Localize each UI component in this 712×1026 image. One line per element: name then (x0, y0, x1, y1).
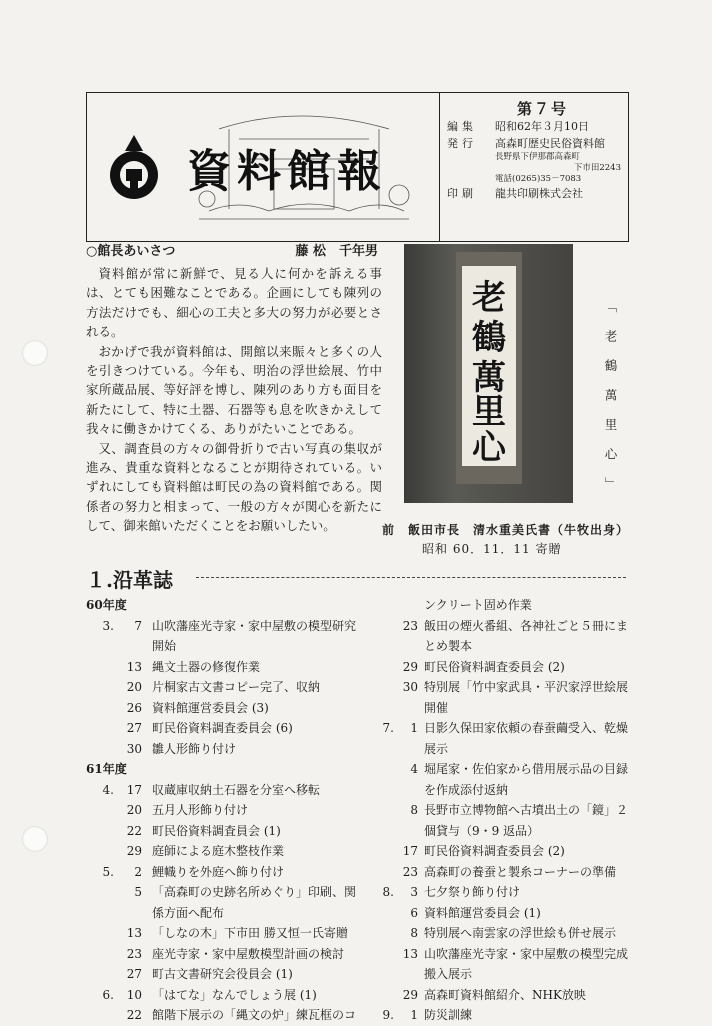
info-key: 印刷 (447, 187, 477, 200)
list-item (86, 821, 386, 842)
list-item (378, 677, 638, 698)
scroll-glyph: 里 (472, 392, 506, 432)
entry-day: 4 (410, 762, 418, 776)
greeting-paragraph: 資料館が常に新鮮で、見る人に何かを訴える事は、とても困難なことである。企画にしても陳列の方法だけでも、細心の工夫と多大の努力が必要とされる。 (86, 266, 382, 340)
scroll-glyph: 萬 (472, 358, 506, 398)
entry-text: 庭師による庭木整枝作業 (152, 844, 285, 858)
issue-number: 第７号 (517, 100, 569, 118)
entry-month (86, 964, 114, 985)
entry-text: 日影久保田家依頼の春蚕繭受入、乾燥 (424, 721, 629, 735)
info-value: 昭和62年３月10日 (495, 120, 589, 133)
entry-text: 七夕祭り飾り付け (424, 885, 521, 899)
entry-day: 1 (410, 721, 418, 735)
list-item (86, 923, 386, 944)
entry-day: 1 (410, 1008, 418, 1022)
fiscal-year-heading: 61年度 (86, 762, 127, 776)
list-item-continuation: 搬入展示 (424, 967, 473, 981)
list-item (86, 800, 386, 821)
list-item-continuation: 個貸与（9・9 返品） (424, 823, 540, 838)
entry-month: 3. (102, 618, 114, 633)
entry-day: 3 (410, 885, 418, 899)
scroll-glyph: 心 (472, 428, 506, 468)
entry-text: 五月人形飾り付け (152, 803, 249, 817)
list-item (86, 616, 386, 637)
entry-text: 「はてな」なんでしょう展 (1) (152, 987, 317, 1002)
entry-text: 雛人形飾り付け (152, 741, 237, 756)
entry-text: 町民俗資料調査委員会 (2) (424, 844, 565, 858)
greeting-paragraph: 又、調査員の方々の御骨折りで古い写真の集収が進み、貴重な資料となることが期待されている。いずれにしても資料館は町民の為の資料館である。関係者の努力と相まって、一般の方々が関心を新たにして、御来館いただくことをお願いしたい。 (86, 440, 382, 534)
info-key: 編集 (447, 120, 477, 133)
entry-month (378, 759, 394, 780)
entry-text: 山吹藩座光寺家・家中屋敷の模型完成 (424, 946, 629, 961)
hanging-scroll (456, 252, 522, 484)
entry-text: 町民俗資料調査員会 (1) (152, 823, 281, 838)
greeting-header (86, 240, 382, 259)
entry-text: 飯田の煙火番組、各神社ごと５冊にま (424, 618, 629, 633)
entry-day: 27 (126, 967, 142, 981)
entry-text: 縄文土器の修復作業 (152, 659, 261, 674)
entry-month (378, 616, 394, 637)
entry-text: 鯉幟りを外庭へ飾り付け (152, 864, 285, 879)
entry-day: 23 (402, 864, 418, 879)
scroll-glyph: 老 (472, 278, 506, 318)
entry-text: 町民俗資料調査委員会 (6) (152, 721, 293, 735)
list-item-continuation: ンクリート固め作業 (424, 598, 532, 612)
entry-month (86, 718, 114, 739)
list-item (86, 841, 386, 862)
punch-hole-bottom (22, 826, 48, 852)
entry-month (378, 862, 394, 883)
entry-text: 高森町の養蚕と製糸コーナーの準備 (424, 864, 617, 879)
entry-day: 10 (126, 987, 142, 1002)
list-item (378, 657, 638, 678)
entry-month (86, 821, 114, 842)
entry-month (86, 677, 114, 698)
entry-day: 29 (126, 844, 142, 858)
entry-text: 特別展へ南雲家の浮世絵も併せ展示 (424, 926, 617, 940)
town-emblem-icon (99, 133, 169, 203)
photo-caption-date: 昭和 60．11．11 寄贈 (422, 542, 562, 556)
list-item (86, 718, 386, 739)
list-item (378, 903, 638, 924)
info-row-publisher (447, 135, 627, 152)
list-item (86, 985, 386, 1006)
entry-text: 町古文書研究会役員会 (1) (152, 967, 293, 981)
entry-day: 27 (126, 721, 142, 735)
scroll-glyph: 鶴 (472, 318, 506, 358)
entry-text: 座光寺家・家中屋敷模型計画の検討 (152, 946, 345, 961)
entry-month (378, 800, 394, 821)
list-item (378, 1005, 638, 1026)
list-item (378, 718, 638, 739)
entry-text: 資料館運営委員会 (3) (152, 700, 269, 715)
entry-month: 5. (102, 864, 114, 879)
masthead (86, 92, 629, 242)
entry-text: 防災訓練 (424, 1008, 473, 1022)
entry-month (86, 800, 114, 821)
entry-month: 9. (382, 1008, 394, 1022)
masthead-info (447, 101, 627, 202)
newsletter-title: 資料館報 (187, 146, 387, 197)
entry-day: 20 (126, 803, 142, 817)
greeting-body (86, 264, 382, 536)
entry-month (378, 657, 394, 678)
entry-day: 26 (126, 700, 142, 715)
list-item (378, 800, 638, 821)
entry-month (86, 944, 114, 965)
list-item (378, 759, 638, 780)
list-item (86, 862, 386, 883)
chronology-left (86, 595, 386, 1026)
list-item-continuation: 開始 (152, 639, 177, 653)
list-item (378, 841, 638, 862)
entry-month (86, 1005, 114, 1026)
list-item-continuation: 展示 (424, 741, 449, 756)
entry-month: 4. (102, 782, 114, 797)
list-item (378, 944, 638, 965)
entry-month (378, 985, 394, 1006)
list-item (86, 739, 386, 760)
entry-month: 6. (102, 987, 114, 1002)
entry-day: 13 (402, 946, 418, 961)
entry-day: 6 (410, 905, 418, 920)
entry-month (378, 923, 394, 944)
list-item (86, 882, 386, 903)
photo-vertical-caption: 「老鶴萬里心」 (603, 300, 618, 507)
entry-day: 20 (126, 680, 142, 694)
list-item (378, 882, 638, 903)
phone-number: 電話(0265)35－7083 (495, 174, 582, 184)
entry-day: 30 (402, 680, 418, 694)
entry-text: 資料館運営委員会 (1) (424, 905, 541, 920)
section-title: １.沿革誌 (86, 568, 173, 592)
list-item (86, 657, 386, 678)
entry-text: 高森町資料館紹介、NHK放映 (424, 987, 586, 1002)
photo-caption: 前 飯田市長 清水重美氏書（牛牧出身） (382, 523, 630, 537)
calligraphy-photo (404, 244, 573, 503)
director-greeting (86, 240, 382, 536)
entry-text: 「高森町の史跡名所めぐり」印刷、関 (152, 885, 357, 899)
section-rule (196, 577, 626, 578)
list-item-continuation: 開催 (424, 700, 449, 715)
entry-day: 5 (134, 885, 142, 899)
entry-text: 堀尾家・佐伯家から借用展示品の目録 (424, 762, 629, 776)
address-line-2: 下市田2243 (573, 163, 621, 173)
info-row-printer (447, 185, 627, 202)
entry-month: 7. (382, 721, 394, 735)
list-item (86, 677, 386, 698)
scroll-paper (462, 266, 516, 466)
entry-month (86, 923, 114, 944)
entry-day: 2 (134, 864, 142, 879)
chronology-right (378, 595, 638, 1026)
entry-day: 30 (126, 741, 142, 756)
entry-day: 8 (410, 803, 418, 817)
list-item-continuation: とめ製本 (424, 639, 473, 653)
entry-text: 長野市立博物館へ古墳出土の「鏡」２ (424, 803, 629, 817)
entry-day: 13 (126, 926, 142, 940)
list-item (86, 698, 386, 719)
entry-day: 29 (402, 987, 418, 1002)
info-key: 発行 (447, 137, 477, 150)
list-item (378, 923, 638, 944)
entry-day: 8 (410, 926, 418, 940)
list-item (86, 1005, 386, 1026)
info-row-edit (447, 118, 627, 135)
list-item (378, 862, 638, 883)
info-value: 高森町歴史民俗資料館 (495, 137, 605, 150)
masthead-divider (439, 93, 440, 241)
entry-month (86, 841, 114, 862)
list-item (86, 780, 386, 801)
greeting-author: 藤 松 千年男 (295, 244, 378, 259)
entry-month (86, 698, 114, 719)
greeting-paragraph: おかげで我が資料館は、開館以来賑々と多くの人を引きつけている。今年も、明治の浮世絵展、竹中家所蔵品展、等好評を博し、陳列のあり方も面目を新たにして、特に土器、石器等も息を吹きかえして我々に働きかけてくる、ありがたいことである。 (86, 343, 382, 437)
entry-text: 館階下展示の「縄文の炉」練瓦框のコ (152, 1008, 357, 1022)
punch-hole-top (22, 340, 48, 366)
greeting-heading: ○館長あいさつ (86, 244, 176, 259)
entry-month (378, 903, 394, 924)
list-item (378, 985, 638, 1006)
entry-text: 町民俗資料調査委員会 (2) (424, 659, 565, 674)
entry-text: 収蔵庫収納土石器を分室へ移転 (152, 782, 321, 797)
entry-day: 7 (134, 618, 142, 633)
entry-day: 23 (402, 618, 418, 633)
list-item (378, 616, 638, 637)
entry-day: 22 (126, 823, 142, 838)
entry-day: 29 (402, 659, 418, 674)
entry-month (86, 657, 114, 678)
entry-month (86, 882, 114, 903)
entry-month (378, 677, 394, 698)
entry-text: 特別展「竹中家武具・平沢家浮世絵展 (424, 680, 629, 694)
fiscal-year-heading: 60年度 (86, 598, 127, 612)
entry-day: 22 (126, 1008, 142, 1022)
entry-text: 「しなの木」下市田 勝又恒一氏寄贈 (152, 926, 348, 940)
entry-day: 23 (126, 946, 142, 961)
list-item (86, 944, 386, 965)
entry-day: 17 (402, 844, 418, 858)
entry-day: 13 (126, 659, 142, 674)
info-value: 龍共印刷株式会社 (495, 187, 583, 200)
entry-month (378, 841, 394, 862)
list-item-continuation: を作成添付返納 (424, 782, 509, 797)
entry-text: 片桐家古文書コピー完了、収納 (152, 680, 321, 694)
entry-text: 山吹藩座光寺家・家中屋敷の模型研究 (152, 618, 357, 633)
entry-day: 17 (126, 782, 142, 797)
entry-month: 8. (382, 885, 394, 899)
list-item-continuation: 係方面へ配布 (152, 905, 225, 920)
entry-month (378, 944, 394, 965)
list-item (86, 964, 386, 985)
address-line-1: 長野県下伊那郡高森町 (495, 152, 581, 162)
entry-month (86, 739, 114, 760)
